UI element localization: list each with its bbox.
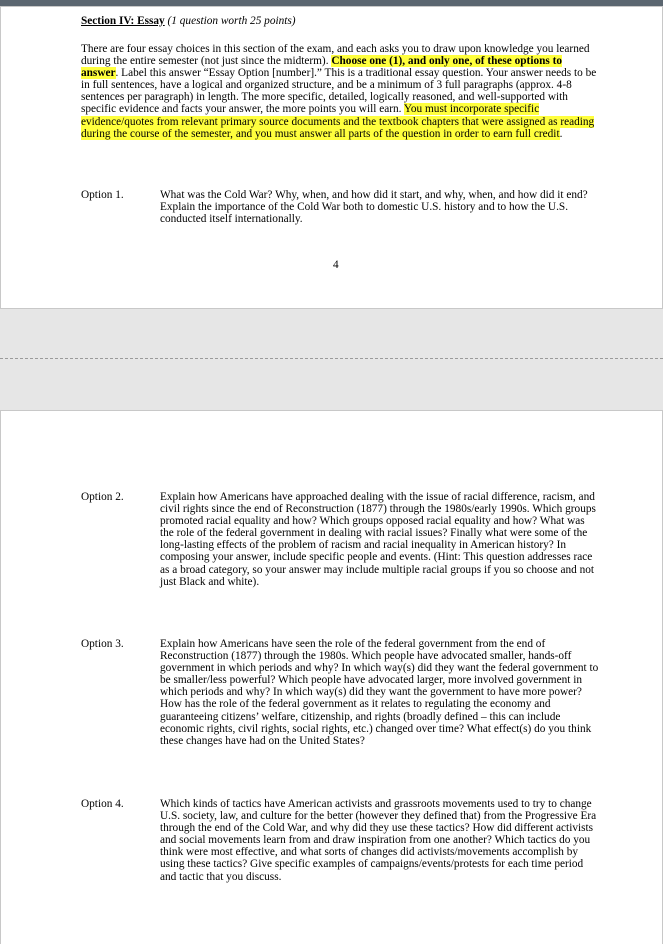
option-question: Which kinds of tactics have American activists and grassroots movements used to try to change U.S. society, law, and culture for the better (however they defined that) from the Progressive Era through the end of the Cold War, and why did they use these tactics? How did different activists and social movements learn from and draw inspiration from one another? Which tactics do you think were most effective, and what sorts of changes did activists/movements accomplish by using these tactics? Give specific examples of campaigns/events/protests for each time period and tactic that you discuss. bbox=[160, 798, 597, 883]
document-page-4 bbox=[0, 6, 663, 309]
option-question: What was the Cold War? Why, when, and how did it start, and why, when, and how did it end? Explain the importance of the Cold War both to domestic U.S. history and to how the U.S. conducted itself internationally. bbox=[160, 189, 588, 226]
option-question: Explain how Americans have seen the role of the federal government from the end of Reconstruction (1877) through the 1980s. Which people have advocated smaller, hands-off government in which periods and why? In which way(s) did they want the federal government to be smaller/less powerful? Which people have advocated larger, more involved government in which periods and why? In which way(s) did they want the government to have more power? How has the role of the federal government as it relates to regulating the economy and guaranteeing citizens’ welfare, citizenship, and rights (broadly defined – this can include economic rights, civil rights, social rights, etc.) changed over time? What effect(s) do you think these changes have had on the United States? bbox=[160, 638, 599, 747]
instructions-paragraph bbox=[81, 43, 601, 140]
option-question: Explain how Americans have approached dealing with the issue of racial difference, racism, and civil rights since the end of Reconstruction (1877) through the 1980s/early 1990s. Which groups promoted racial equality and how? Which groups opposed racial equality and how? What was the role of the federal government in dealing with racial issues? Finally what were some of the long-lasting effects of the problem of racism and racial inequality in American history? In composing your answer, include specific people and events. (Hint: This question addresses race as a broad category, so your answer may include multiple racial groups if you so choose and not just Black and white). bbox=[160, 491, 596, 588]
option-label: Option 4. bbox=[81, 798, 124, 810]
instructions-text-2: . Label this answer “Essay Option [number].” This is a traditional essay question. Your answer needs to be in full sentences, have a logical and organized structure, and be a minimum of 3 full paragraphs (approx. 4-8 sentences per paragraph) in length. The more specific, detailed, logically reasoned, and well-supported with specific evidence and facts your answer, the more points you will earn. bbox=[81, 67, 597, 116]
document-page-5 bbox=[0, 410, 663, 944]
option-label: Option 3. bbox=[81, 638, 124, 650]
section-title: Section IV: Essay bbox=[81, 15, 165, 27]
option-label: Option 2. bbox=[81, 491, 124, 503]
page-number: 4 bbox=[333, 259, 339, 271]
section-points-note: (1 question worth 25 points) bbox=[167, 15, 296, 27]
instructions-highlight-choose-one: Choose one (1), and only one, of these options to answer bbox=[81, 55, 563, 80]
instructions-highlight-evidence: You must incorporate specific evidence/quotes from relevant primary source documents and the textbook chapters that were assigned as reading during the course of the semester, and you must answer all parts of the question in order to earn full credit bbox=[81, 103, 595, 140]
instructions-text-1: There are four essay choices in this section of the exam, and each asks you to draw upon knowledge you learned during the entire semester (not just since the midterm). bbox=[81, 43, 590, 68]
page-break-divider bbox=[0, 358, 663, 359]
option-label: Option 1. bbox=[81, 189, 124, 201]
instructions-text-3: . bbox=[559, 127, 563, 140]
section-heading bbox=[81, 15, 296, 28]
